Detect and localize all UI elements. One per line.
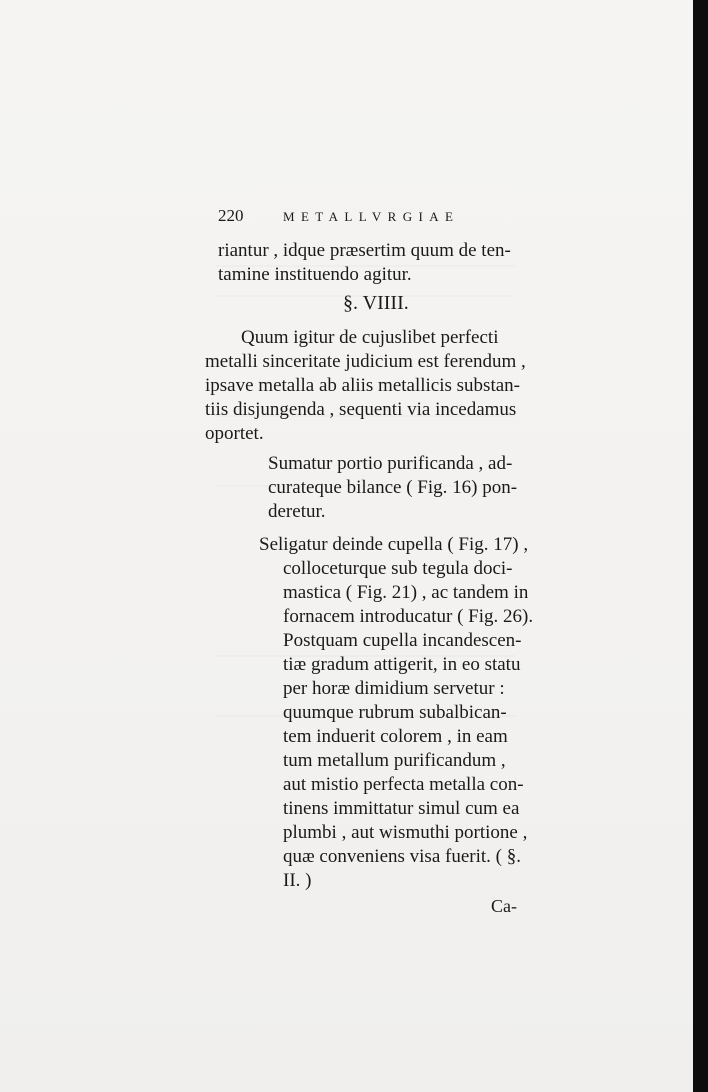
paragraph-line-2: metalli sinceritate judicium est ferendum , <box>205 351 526 372</box>
paragraph-line-3: ipsave metalla ab aliis metallicis substan- <box>205 375 520 396</box>
step2-line-3: mastica ( Fig. 21) , ac tandem in <box>283 582 529 603</box>
step2-line-12: tinens immittatur simul cum ea <box>283 798 520 819</box>
intro-line-1: riantur , idque præsertim quum de ten- <box>218 240 511 261</box>
running-title: METALLVRGIAE <box>283 209 460 224</box>
catchword: Ca- <box>491 896 517 916</box>
paragraph-line-4: tiis disjungenda , sequenti via incedamus <box>205 399 517 420</box>
step2-line-13: plumbi , aut wismuthi portione , <box>283 822 528 843</box>
step2-line-10: tum metallum purificandum , <box>283 750 506 771</box>
step2-line-5: Postquam cupella incandescen- <box>283 630 522 651</box>
step1-line-2: curateque bilance ( Fig. 16) pon- <box>268 477 518 498</box>
paragraph-line-1: Quum igitur de cujuslibet perfecti <box>241 327 499 348</box>
intro-line-2: tamine instituendo agitur. <box>218 264 412 285</box>
step2-line-14: quæ conveniens visa fuerit. ( §. <box>283 846 521 867</box>
step2-line-2: colloceturque sub tegula doci- <box>283 558 513 579</box>
step2-line-1: Seligatur deinde cupella ( Fig. 17) , <box>259 534 529 555</box>
step2-line-7: per horæ dimidium servetur : <box>283 678 505 699</box>
paragraph-line-5: oportet. <box>205 423 264 444</box>
step2-line-11: aut mistio perfecta metalla con- <box>283 774 524 795</box>
step2-line-6: tiæ gradum attigerit, in eo statu <box>283 654 521 675</box>
section-heading: §. VIIII. <box>343 292 409 314</box>
scan-edge <box>693 0 708 1092</box>
step2-line-15: II. ) <box>283 870 312 891</box>
step2-line-8: quumque rubrum subalbican- <box>283 702 507 723</box>
step2-line-9: tem induerit colorem , in eam <box>283 726 508 747</box>
page-number: 220 <box>218 206 244 225</box>
step1-line-3: deretur. <box>268 501 326 522</box>
step2-line-4: fornacem introducatur ( Fig. 26). <box>283 606 534 627</box>
step1-line-1: Sumatur portio purificanda , ad- <box>268 453 513 474</box>
